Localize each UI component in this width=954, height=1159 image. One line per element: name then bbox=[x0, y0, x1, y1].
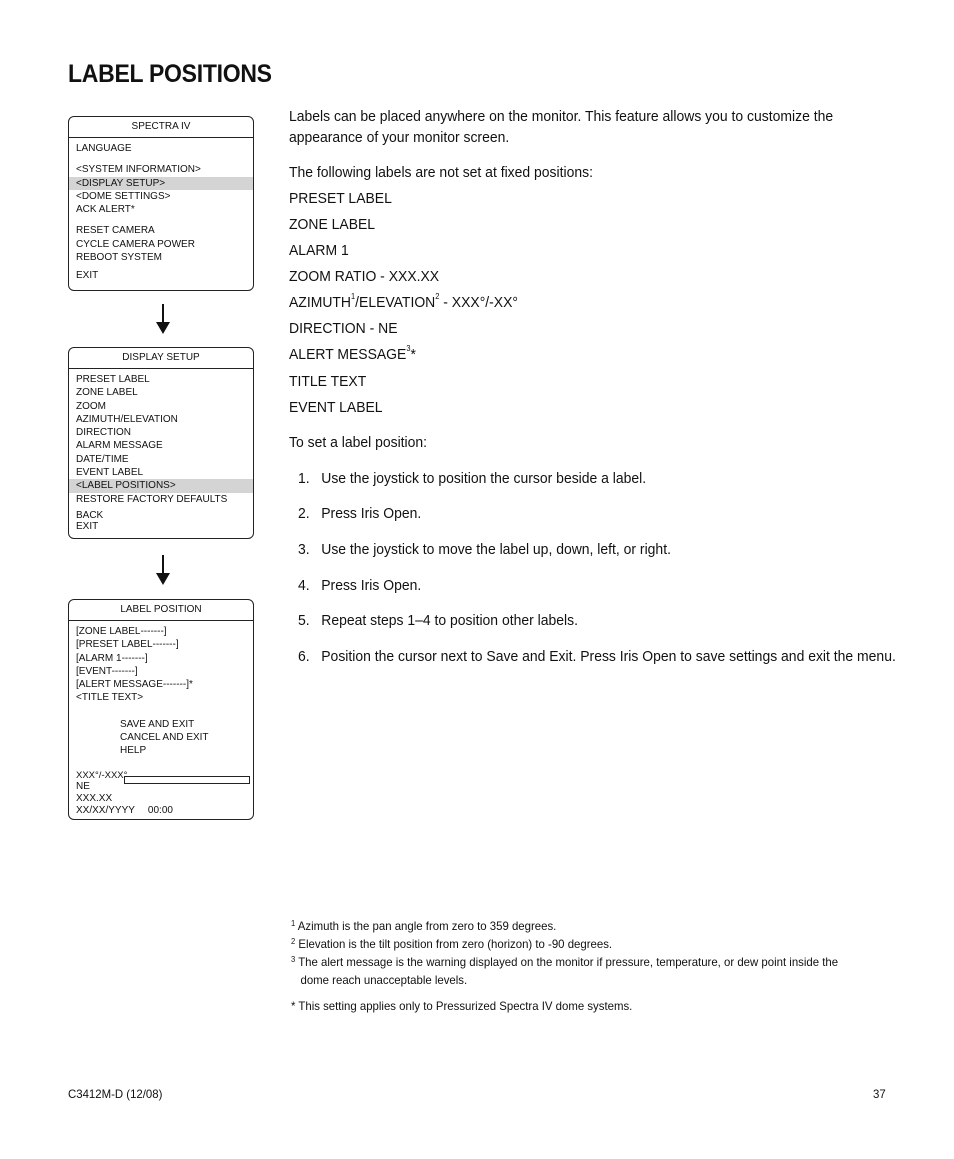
label-bar-box bbox=[124, 776, 250, 784]
label-list-item: PRESET LABEL bbox=[289, 190, 392, 207]
menu-item: LANGUAGE bbox=[76, 143, 132, 154]
azimuth-value: - XXX°/-XX° bbox=[439, 294, 518, 311]
status-zoom: XXX.XX bbox=[76, 792, 113, 804]
step-text: Press Iris Open. bbox=[321, 577, 422, 594]
footnotes bbox=[291, 917, 861, 1015]
alert-text: ALERT MESSAGE bbox=[289, 346, 407, 363]
step-number: 4. bbox=[298, 577, 310, 594]
menu-item: REBOOT SYSTEM bbox=[76, 252, 162, 264]
footnote-ref: 2 bbox=[435, 292, 440, 301]
page-number: 37 bbox=[873, 1087, 886, 1101]
menu-item: ACK ALERT* bbox=[76, 204, 135, 216]
menu-item: EXIT bbox=[76, 521, 99, 533]
menu-item-selected: <DISPLAY SETUP> bbox=[69, 177, 253, 190]
label-list-item: ZOOM RATIO - XXX.XX bbox=[289, 268, 440, 285]
menu-item: SAVE AND EXIT bbox=[120, 718, 195, 730]
step-item bbox=[298, 470, 646, 487]
footnote bbox=[291, 953, 861, 989]
menu-item: EXIT bbox=[76, 270, 99, 282]
label-list-item-azimuth bbox=[289, 294, 518, 311]
footnote-mark: 1 bbox=[291, 919, 296, 928]
menu-item: DIRECTION bbox=[76, 427, 131, 439]
footnote bbox=[291, 917, 861, 935]
footnote-text: Elevation is the tilt position from zero (horizon) to -90 degrees. bbox=[298, 937, 613, 951]
menu-item: DATE/TIME bbox=[76, 453, 129, 465]
intro-paragraph: Labels can be placed anywhere on the monitor. This feature allows you to customize the appearance of your monitor screen. bbox=[289, 108, 834, 146]
status-azimuth: XXX°/-XXX° bbox=[76, 769, 128, 781]
label-list-item: DIRECTION - NE bbox=[289, 320, 398, 337]
menu-header: LABEL POSITION bbox=[69, 600, 253, 621]
to-set-paragraph: To set a label position: bbox=[289, 434, 428, 451]
step-item bbox=[298, 577, 421, 594]
menu-item: AZIMUTH/ELEVATION bbox=[76, 413, 178, 425]
menu-item: HELP bbox=[120, 745, 147, 757]
label-list-item: EVENT LABEL bbox=[289, 399, 383, 416]
menu-header: DISPLAY SETUP bbox=[69, 348, 253, 369]
down-arrow-icon bbox=[162, 555, 164, 583]
status-direction-row bbox=[69, 781, 253, 792]
down-arrow-icon bbox=[162, 304, 164, 332]
menu-item-selected: <LABEL POSITIONS> bbox=[69, 479, 253, 492]
menu-item: CANCEL AND EXIT bbox=[120, 732, 209, 744]
menu-item: <SYSTEM INFORMATION> bbox=[76, 164, 201, 176]
step-text: Use the joystick to position the cursor beside a label. bbox=[321, 470, 647, 487]
menu-item: <TITLE TEXT> bbox=[76, 692, 144, 704]
menu-item: [ZONE LABEL-------] bbox=[76, 626, 167, 637]
menu-item: [ALERT MESSAGE-------]* bbox=[76, 679, 193, 691]
label-list-item-alert bbox=[289, 346, 416, 363]
label-list-item: ALARM 1 bbox=[289, 242, 349, 259]
status-direction: NE bbox=[76, 780, 90, 792]
step-number: 3. bbox=[298, 541, 310, 558]
status-datetime-row bbox=[69, 805, 253, 816]
footnote-mark: 2 bbox=[291, 937, 296, 946]
menu-item: EVENT LABEL bbox=[76, 467, 144, 479]
footnote-ref: 1 bbox=[351, 292, 356, 301]
step-number: 2. bbox=[298, 505, 310, 522]
step-item bbox=[298, 612, 578, 629]
step-number: 5. bbox=[298, 612, 310, 629]
star-note: * This setting applies only to Pressurized Spectra IV dome systems. bbox=[291, 999, 633, 1013]
step-number: 1. bbox=[298, 470, 310, 487]
step-text: Use the joystick to move the label up, down, left, or right. bbox=[321, 541, 671, 558]
menu-header: SPECTRA IV bbox=[69, 117, 253, 138]
step-item bbox=[298, 505, 421, 522]
menu-item: ALARM MESSAGE bbox=[76, 440, 163, 452]
footnote-text: Azimuth is the pan angle from zero to 359 degrees. bbox=[297, 919, 557, 933]
menu-item: RESTORE FACTORY DEFAULTS bbox=[76, 493, 228, 505]
status-time: 00:00 bbox=[147, 804, 173, 816]
menu-item: <DOME SETTINGS> bbox=[76, 190, 171, 202]
menu-item: CYCLE CAMERA POWER bbox=[76, 238, 195, 250]
step-text: Repeat steps 1–4 to position other labels. bbox=[321, 612, 578, 629]
display-setup-menu-diagram bbox=[68, 347, 254, 539]
asterisk: * bbox=[410, 346, 416, 363]
page-title: LABEL POSITIONS bbox=[68, 60, 272, 88]
menu-item: BACK bbox=[76, 509, 104, 521]
step-item bbox=[298, 541, 671, 558]
azimuth-text: AZIMUTH bbox=[289, 294, 352, 311]
label-position-menu-diagram bbox=[68, 599, 254, 820]
doc-id: C3412M-D (12/08) bbox=[68, 1087, 163, 1101]
footnote-mark: 3 bbox=[291, 955, 296, 964]
step-text: Press Iris Open. bbox=[321, 505, 422, 522]
elevation-text: /ELEVATION bbox=[355, 294, 436, 311]
menu-item: [PRESET LABEL-------] bbox=[76, 639, 179, 651]
menu-item: [ALARM 1-------] bbox=[76, 652, 148, 664]
spectra-menu-diagram bbox=[68, 116, 254, 291]
step-text: Position the cursor next to Save and Exit. Press Iris Open to save settings and exit the menu. bbox=[321, 648, 896, 665]
menu-item: PRESET LABEL bbox=[76, 374, 150, 385]
step-item bbox=[298, 648, 896, 665]
step-number: 6. bbox=[298, 648, 310, 665]
status-date: XX/XX/YYYY bbox=[76, 804, 135, 816]
not-fixed-paragraph: The following labels are not set at fixed positions: bbox=[289, 164, 593, 181]
label-list-item: ZONE LABEL bbox=[289, 216, 376, 233]
menu-item: ZONE LABEL bbox=[76, 387, 138, 399]
menu-item: [EVENT-------] bbox=[76, 665, 138, 677]
footnote-text: The alert message is the warning displayed on the monitor if pressure, temperature, or dew point inside the dome reach unacceptable levels. bbox=[298, 955, 839, 987]
label-list-item: TITLE TEXT bbox=[289, 373, 367, 390]
footnote-ref: 3 bbox=[406, 344, 411, 353]
menu-item: RESET CAMERA bbox=[76, 225, 155, 237]
menu-item: ZOOM bbox=[76, 400, 106, 412]
footnote bbox=[291, 935, 861, 953]
